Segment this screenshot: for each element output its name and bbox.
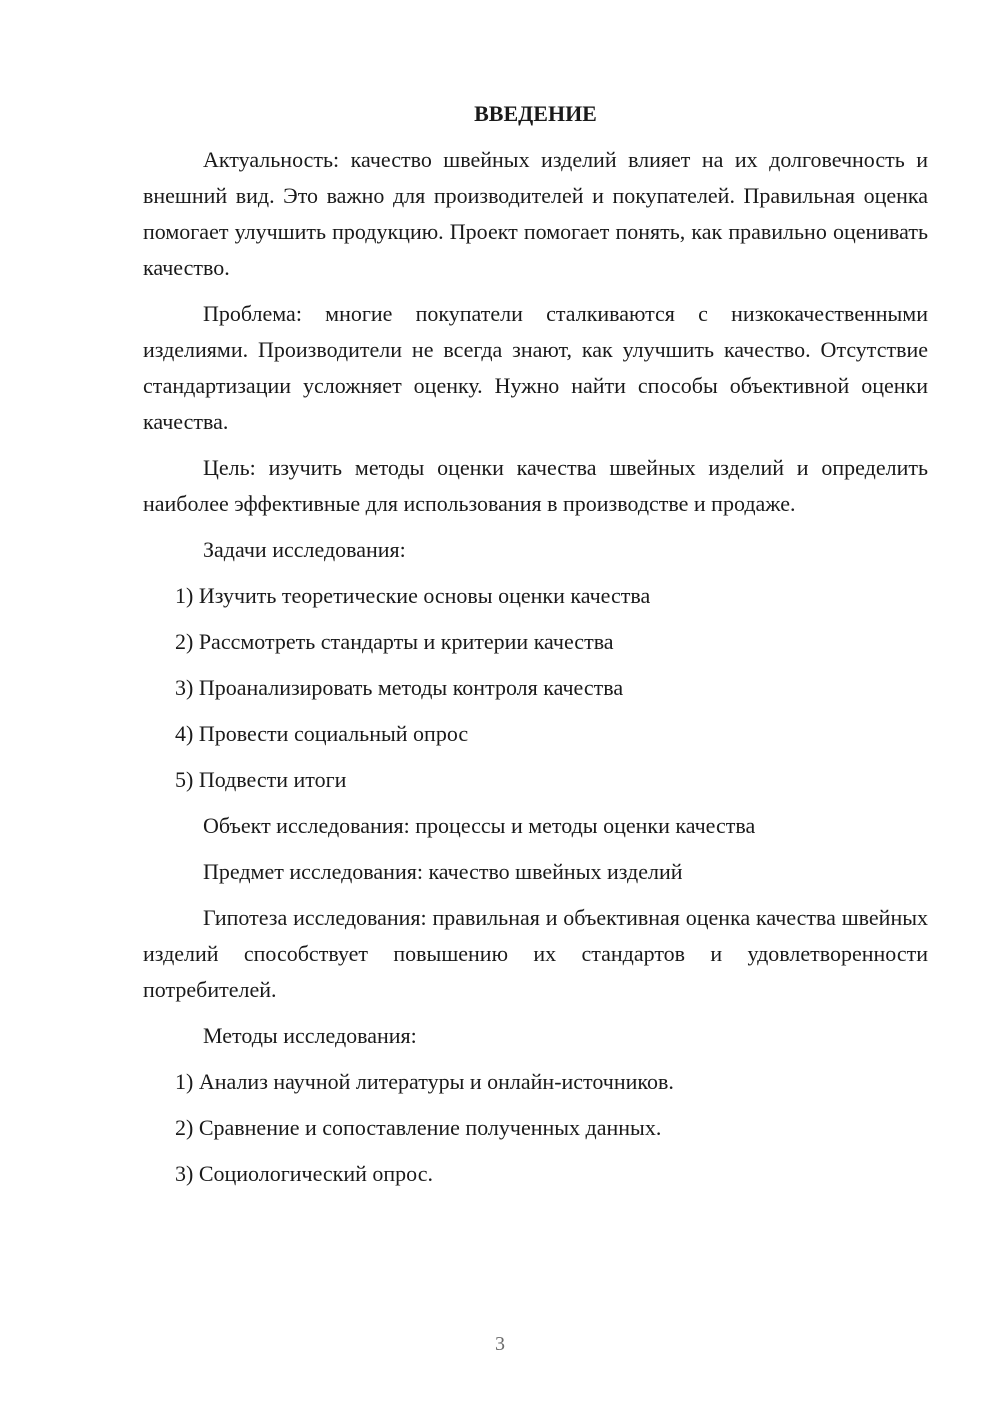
page-number: 3 (495, 1333, 505, 1355)
object-line: Объект исследования: процессы и методы оценки качества (203, 813, 756, 838)
task-item: 4) Провести социальный опрос (175, 721, 469, 746)
document-page (143, 96, 928, 1202)
problem-paragraph: Проблема: многие покупатели сталкиваются с низкокачественными изделиями. Производители не всегда знают, как улучшить качество. Отсутствие стандартизации усложняет оценку. Нужно найти способы объективной оценки качества. (143, 301, 928, 434)
task-item: 2) Рассмотреть стандарты и критерии качества (175, 629, 614, 654)
task-item: 1) Изучить теоретические основы оценки качества (175, 583, 651, 608)
goal-paragraph: Цель: изучить методы оценки качества швейных изделий и определить наиболее эффективные для использования в производстве и продаже. (143, 455, 928, 516)
task-item: 5) Подвести итоги (175, 767, 347, 792)
method-item: 1) Анализ научной литературы и онлайн-источников. (175, 1069, 674, 1094)
methods-heading: Методы исследования: (203, 1023, 417, 1048)
task-item: 3) Проанализировать методы контроля качества (175, 675, 624, 700)
method-item: 2) Сравнение и сопоставление полученных данных. (175, 1115, 662, 1140)
section-title: ВВЕДЕНИЕ (474, 101, 597, 126)
subject-line: Предмет исследования: качество швейных изделий (203, 859, 683, 884)
hypothesis-paragraph: Гипотеза исследования: правильная и объективная оценка качества швейных изделий способствует повышению их стандартов и удовлетворенности потребителей. (143, 905, 928, 1002)
relevance-paragraph: Актуальность: качество швейных изделий влияет на их долговечность и внешний вид. Это важно для производителей и покупателей. Правильная оценка помогает улучшить продукцию. Проект помогает понять, как правильно оценивать качество. (143, 147, 928, 280)
tasks-heading: Задачи исследования: (203, 537, 406, 562)
method-item: 3) Социологический опрос. (175, 1161, 433, 1186)
